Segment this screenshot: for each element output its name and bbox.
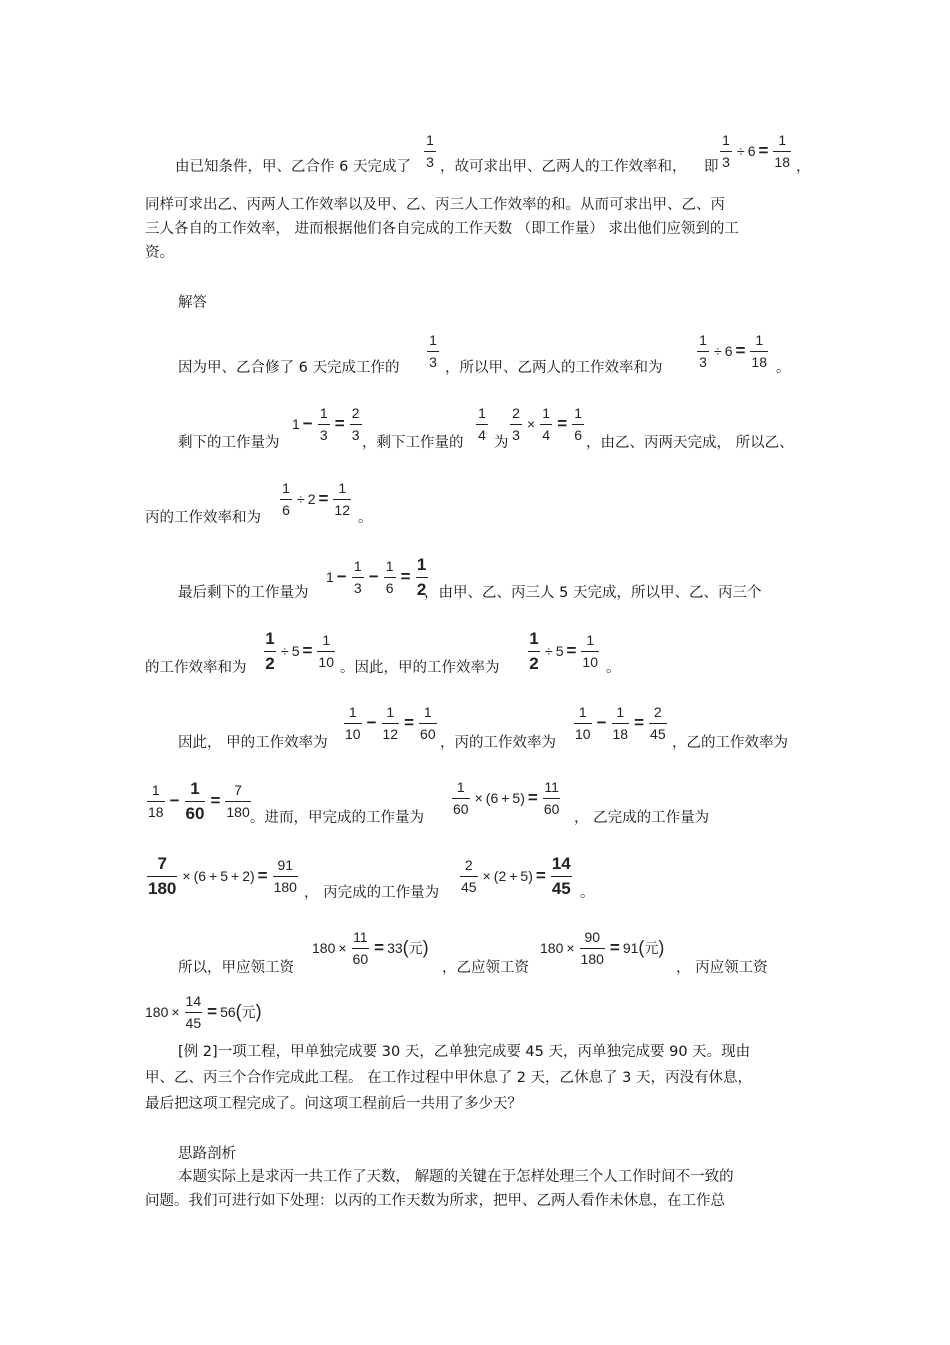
formula-bing-wage: 180 × $\frac{14}{45}$ = 56(元) — [145, 993, 262, 1032]
formula-jia-wage: 180 × $\frac{11}{60}$ = 33(元) — [312, 929, 429, 968]
fraction-one-third: $\frac{1}{3}$ — [422, 133, 438, 169]
text-line: 最后把这项工程完成了。问这项工程前后一共用了多少天？ — [145, 1096, 522, 1112]
text-line: ，由乙、丙两天完成， 所以乙、 — [586, 435, 794, 451]
formula-yi-work: $\frac{7}{180}$ × (6 + 5 + 2) = $\frac{91}{180}$ — [148, 854, 297, 899]
text-line: 最后剩下的工作量为 — [178, 585, 309, 601]
formula-one-third-div-six: $\frac{1}{3}$ ÷ 6 = $\frac{1}{18}$ — [718, 133, 793, 169]
text-line: ，剩下工作量的 — [362, 435, 464, 451]
text-line: ， 乙完成的工作量为 — [574, 810, 710, 826]
text-line: ， 丙完成的工作量为 — [304, 885, 440, 901]
text-line: 。进而，甲完成的工作量为 — [250, 810, 424, 826]
text-line: ，故可求出甲、乙两人的工作效率和， — [440, 159, 687, 175]
text-line: ，所以甲、乙两人的工作效率和为 — [445, 360, 663, 376]
text-line: ，由甲、乙、丙三人 5 天完成，所以甲、乙、丙三个 — [424, 585, 762, 601]
text-line: 。 — [776, 360, 791, 376]
formula-final-remaining: 1 − $\frac{1}{3}$ − $\frac{1}{6}$ = $\frac{1}{2}$ — [326, 555, 427, 600]
formula-remaining: 1 − $\frac{1}{3}$ = $\frac{2}{3}$ — [292, 406, 364, 442]
text-line: 剩下的工作量为 — [178, 435, 280, 451]
text-line: 所以，甲应领工资 — [178, 960, 294, 976]
text-line: 问题。我们可进行如下处理：以丙的工作天数为所求，把甲、乙两人看作未休息，在工作总 — [145, 1193, 725, 1209]
text-line: 。 — [606, 660, 621, 676]
text-line: ， — [796, 159, 811, 175]
text-line: 三人各自的工作效率， 进而根据他们各自完成的工作天数 （即工作量） 求出他们应领到的工 — [145, 221, 739, 237]
formula-one-third-div-six: $\frac{1}{3}$ ÷ 6 = $\frac{1}{18}$ — [695, 333, 770, 369]
fraction-one-third: $\frac{1}{3}$ — [425, 333, 441, 369]
text-line: ， 丙应领工资 — [676, 960, 768, 976]
formula-sixth-div-two: $\frac{1}{6}$ ÷ 2 = $\frac{1}{12}$ — [278, 481, 353, 517]
text-line: 同样可求出乙、丙两人工作效率以及甲、乙、丙三人工作效率的和。从而可求出甲、乙、丙 — [145, 197, 725, 213]
text-line: 本题实际上是求丙一共工作了天数， 解题的关键在于怎样处理三个人工作时间不一致的 — [178, 1169, 734, 1185]
text-line: [例 2]一项工程，甲单独完成要 30 天，乙单独完成要 45 天，丙单独完成要 90 天。现由 — [178, 1044, 751, 1060]
text-line: 的工作效率和为 — [145, 660, 247, 676]
section-heading: 解答 — [178, 295, 207, 311]
text-line: 资。 — [145, 245, 174, 261]
text-line: ，乙的工作效率为 — [672, 735, 788, 751]
text-line: 因为甲、乙合修了 6 天完成工作的 — [178, 360, 400, 376]
text-line: 。因此，甲的工作效率为 — [340, 660, 500, 676]
fraction-one-fourth: $\frac{1}{4}$ — [474, 406, 490, 442]
formula-half-div-five: $\frac{1}{2}$ ÷ 5 = $\frac{1}{10}$ — [265, 629, 334, 674]
text-line: 为 — [494, 435, 509, 451]
text-line: 即 — [704, 159, 719, 175]
text-line: 因此， 甲的工作效率为 — [178, 735, 328, 751]
text-line: 。 — [580, 885, 595, 901]
formula-jia-work: $\frac{1}{60}$ × (6 + 5) = $\frac{11}{60}$ — [453, 779, 560, 818]
formula-yi-rate: $\frac{1}{18}$ − $\frac{1}{60}$ = $\frac{7}{180}$ — [148, 779, 250, 824]
text-line: ，乙应领工资 — [442, 960, 529, 976]
formula-bing-rate: $\frac{1}{10}$ − $\frac{1}{18}$ = $\frac{2}{45}$ — [575, 704, 666, 743]
text-line: 甲、乙、丙三个合作完成此工程。 在工作过程中甲休息了 2 天，乙休息了 3 天，丙没有休息， — [145, 1070, 752, 1086]
formula-jia-rate: $\frac{1}{10}$ − $\frac{1}{12}$ = $\frac{1}{60}$ — [345, 704, 436, 743]
text-line: 。 — [358, 510, 373, 526]
formula-half-div-five: $\frac{1}{2}$ ÷ 5 = $\frac{1}{10}$ — [529, 629, 598, 674]
formula-yi-wage: 180 × $\frac{90}{180}$ = 91(元) — [540, 929, 665, 968]
text-line: ，丙的工作效率为 — [440, 735, 556, 751]
formula-bing-work: $\frac{2}{45}$ × (2 + 5) = $\frac{14}{45}$ — [461, 854, 571, 899]
formula-two-thirds-times-quarter: $\frac{2}{3}$ × $\frac{1}{4}$ = $\frac{1}{6}$ — [508, 406, 586, 442]
text-line: 由已知条件，甲、乙合作 6 天完成了 — [175, 159, 411, 175]
text-line: 丙的工作效率和为 — [145, 510, 261, 526]
section-heading: 思路剖析 — [178, 1146, 236, 1162]
